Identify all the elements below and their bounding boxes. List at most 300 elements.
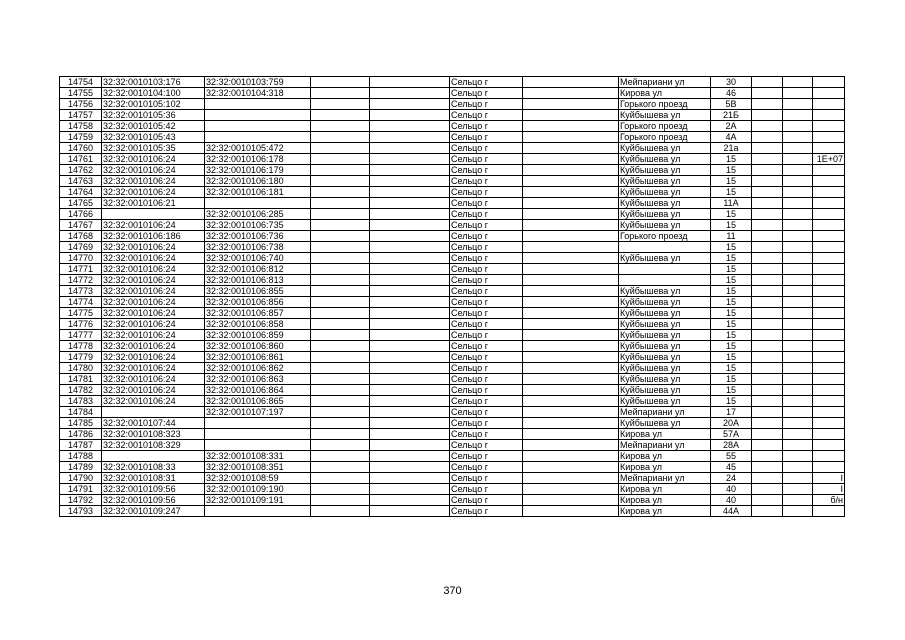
cell-blank-col-7	[523, 319, 619, 330]
cell-blank-col-7	[523, 143, 619, 154]
cell-blank-col-5	[370, 99, 450, 110]
cell-extra-col	[813, 198, 845, 209]
cell-settlement: Сельцо г	[450, 242, 523, 253]
cell-blank-col-4	[311, 319, 370, 330]
cell-object-cadastral-number: 32:32:0010103:759	[205, 77, 311, 88]
cell-object-cadastral-number: 32:32:0010106:858	[205, 319, 311, 330]
cell-blank-col-11	[783, 385, 813, 396]
cell-street: Куйбышева ул	[619, 286, 711, 297]
cell-house-number: 2А	[711, 121, 752, 132]
cell-blank-col-4	[311, 451, 370, 462]
table-row	[60, 264, 845, 275]
cell-house-number: 15	[711, 352, 752, 363]
cell-extra-col	[813, 341, 845, 352]
cell-blank-col-7	[523, 77, 619, 88]
cell-settlement: Сельцо г	[450, 209, 523, 220]
cell-blank-col-11	[783, 297, 813, 308]
cell-blank-col-4	[311, 308, 370, 319]
cell-blank-col-5	[370, 308, 450, 319]
table-row	[60, 209, 845, 220]
cell-settlement: Сельцо г	[450, 374, 523, 385]
cell-blank-col-7	[523, 132, 619, 143]
cell-blank-col-11	[783, 286, 813, 297]
table-row	[60, 297, 845, 308]
cell-blank-col-10	[752, 484, 783, 495]
cell-blank-col-11	[783, 495, 813, 506]
cell-object-cadastral-number: 32:32:0010108:351	[205, 462, 311, 473]
cell-extra-col	[813, 440, 845, 451]
table-row	[60, 418, 845, 429]
cell-blank-col-5	[370, 495, 450, 506]
cell-street: Горького проезд	[619, 121, 711, 132]
cell-blank-col-4	[311, 77, 370, 88]
cell-blank-col-4	[311, 220, 370, 231]
cell-row-number: 14784	[60, 407, 102, 418]
cell-blank-col-7	[523, 88, 619, 99]
registry-table-body	[60, 77, 845, 517]
cell-object-cadastral-number: 32:32:0010108:59	[205, 473, 311, 484]
cell-blank-col-11	[783, 88, 813, 99]
cell-row-number: 14783	[60, 396, 102, 407]
cell-object-cadastral-number: 32:32:0010106:180	[205, 176, 311, 187]
cell-blank-col-10	[752, 352, 783, 363]
cell-street: Куйбышева ул	[619, 253, 711, 264]
cell-cadastral-number: 32:32:0010106:24	[102, 176, 205, 187]
cell-blank-col-4	[311, 209, 370, 220]
cell-cadastral-number: 32:32:0010106:24	[102, 165, 205, 176]
cell-street: Куйбышева ул	[619, 176, 711, 187]
cell-settlement: Сельцо г	[450, 319, 523, 330]
cell-blank-col-11	[783, 308, 813, 319]
page-number: 370	[443, 585, 462, 597]
cell-object-cadastral-number	[205, 198, 311, 209]
cell-house-number: 15	[711, 275, 752, 286]
table-row	[60, 121, 845, 132]
cell-blank-col-7	[523, 220, 619, 231]
cell-blank-col-11	[783, 231, 813, 242]
cell-blank-col-10	[752, 473, 783, 484]
cell-blank-col-5	[370, 132, 450, 143]
cell-blank-col-5	[370, 451, 450, 462]
cell-blank-col-4	[311, 176, 370, 187]
cell-blank-col-10	[752, 176, 783, 187]
cell-cadastral-number: 32:32:0010108:329	[102, 440, 205, 451]
cell-house-number: 5В	[711, 99, 752, 110]
cell-blank-col-7	[523, 495, 619, 506]
cell-blank-col-11	[783, 99, 813, 110]
cell-blank-col-5	[370, 396, 450, 407]
table-row	[60, 77, 845, 88]
cell-extra-col: I	[813, 473, 845, 484]
cell-blank-col-11	[783, 363, 813, 374]
cell-settlement: Сельцо г	[450, 308, 523, 319]
table-row	[60, 407, 845, 418]
cell-settlement: Сельцо г	[450, 484, 523, 495]
table-row	[60, 363, 845, 374]
cell-blank-col-11	[783, 275, 813, 286]
cell-blank-col-10	[752, 77, 783, 88]
table-row	[60, 231, 845, 242]
cell-blank-col-4	[311, 396, 370, 407]
cell-blank-col-11	[783, 77, 813, 88]
cell-row-number: 14770	[60, 253, 102, 264]
table-row	[60, 429, 845, 440]
cell-settlement: Сельцо г	[450, 440, 523, 451]
cell-blank-col-4	[311, 198, 370, 209]
cell-house-number: 15	[711, 209, 752, 220]
cell-settlement: Сельцо г	[450, 297, 523, 308]
cell-house-number: 28А	[711, 440, 752, 451]
cell-settlement: Сельцо г	[450, 396, 523, 407]
table-row	[60, 242, 845, 253]
cell-object-cadastral-number: 32:32:0010104:318	[205, 88, 311, 99]
cell-blank-col-7	[523, 187, 619, 198]
cell-house-number: 15	[711, 297, 752, 308]
cell-row-number: 14779	[60, 352, 102, 363]
cell-blank-col-4	[311, 330, 370, 341]
cell-settlement: Сельцо г	[450, 462, 523, 473]
cell-blank-col-5	[370, 297, 450, 308]
cell-blank-col-5	[370, 484, 450, 495]
cell-row-number: 14765	[60, 198, 102, 209]
cell-blank-col-4	[311, 275, 370, 286]
cell-house-number: 40	[711, 484, 752, 495]
cell-house-number: 20А	[711, 418, 752, 429]
cell-blank-col-10	[752, 242, 783, 253]
cell-blank-col-5	[370, 198, 450, 209]
cell-blank-col-5	[370, 176, 450, 187]
cell-blank-col-5	[370, 275, 450, 286]
cell-house-number: 15	[711, 165, 752, 176]
cell-blank-col-10	[752, 341, 783, 352]
cell-extra-col	[813, 264, 845, 275]
cell-row-number: 14789	[60, 462, 102, 473]
cell-settlement: Сельцо г	[450, 88, 523, 99]
cell-object-cadastral-number	[205, 110, 311, 121]
table-row	[60, 275, 845, 286]
cell-blank-col-4	[311, 297, 370, 308]
cell-object-cadastral-number: 32:32:0010106:736	[205, 231, 311, 242]
cell-blank-col-10	[752, 88, 783, 99]
cell-house-number: 4А	[711, 132, 752, 143]
cell-object-cadastral-number: 32:32:0010106:181	[205, 187, 311, 198]
cell-extra-col	[813, 407, 845, 418]
cell-row-number: 14778	[60, 341, 102, 352]
cell-cadastral-number	[102, 407, 205, 418]
cell-street: Мейпариани ул	[619, 440, 711, 451]
cell-blank-col-5	[370, 429, 450, 440]
table-row	[60, 198, 845, 209]
cell-row-number: 14758	[60, 121, 102, 132]
cell-settlement: Сельцо г	[450, 363, 523, 374]
cell-cadastral-number: 32:32:0010106:24	[102, 154, 205, 165]
cell-blank-col-10	[752, 407, 783, 418]
table-row	[60, 506, 845, 517]
cell-blank-col-10	[752, 143, 783, 154]
cell-blank-col-11	[783, 176, 813, 187]
cell-row-number: 14791	[60, 484, 102, 495]
cell-house-number: 15	[711, 363, 752, 374]
cell-street: Кирова ул	[619, 429, 711, 440]
cell-street: Горького проезд	[619, 132, 711, 143]
cell-blank-col-4	[311, 418, 370, 429]
cell-row-number: 14763	[60, 176, 102, 187]
cell-blank-col-5	[370, 462, 450, 473]
cell-house-number: 40	[711, 495, 752, 506]
cell-street: Куйбышева ул	[619, 319, 711, 330]
cell-house-number: 44А	[711, 506, 752, 517]
cell-extra-col	[813, 297, 845, 308]
cell-blank-col-11	[783, 506, 813, 517]
cell-row-number: 14759	[60, 132, 102, 143]
cell-blank-col-4	[311, 363, 370, 374]
cell-blank-col-11	[783, 374, 813, 385]
cell-row-number: 14788	[60, 451, 102, 462]
cell-cadastral-number	[102, 451, 205, 462]
cell-blank-col-4	[311, 440, 370, 451]
cell-blank-col-7	[523, 484, 619, 495]
cell-blank-col-10	[752, 330, 783, 341]
cell-cadastral-number: 32:32:0010106:21	[102, 198, 205, 209]
cell-blank-col-7	[523, 462, 619, 473]
cell-object-cadastral-number: 32:32:0010106:178	[205, 154, 311, 165]
cell-settlement: Сельцо г	[450, 198, 523, 209]
cell-street: Горького проезд	[619, 99, 711, 110]
cell-row-number: 14781	[60, 374, 102, 385]
table-row	[60, 88, 845, 99]
table-row	[60, 132, 845, 143]
cell-settlement: Сельцо г	[450, 429, 523, 440]
cell-blank-col-5	[370, 121, 450, 132]
cell-house-number: 11А	[711, 198, 752, 209]
cell-object-cadastral-number	[205, 418, 311, 429]
cell-blank-col-5	[370, 473, 450, 484]
cell-house-number: 15	[711, 187, 752, 198]
cell-blank-col-7	[523, 473, 619, 484]
cell-blank-col-4	[311, 242, 370, 253]
cell-object-cadastral-number: 32:32:0010106:864	[205, 385, 311, 396]
cell-street: Кирова ул	[619, 495, 711, 506]
cell-blank-col-10	[752, 286, 783, 297]
cell-extra-col	[813, 330, 845, 341]
cell-blank-col-4	[311, 187, 370, 198]
cell-row-number: 14774	[60, 297, 102, 308]
cell-blank-col-7	[523, 165, 619, 176]
cell-blank-col-4	[311, 253, 370, 264]
table-row	[60, 374, 845, 385]
cell-extra-col	[813, 242, 845, 253]
table-row	[60, 165, 845, 176]
cell-row-number: 14786	[60, 429, 102, 440]
cell-blank-col-11	[783, 440, 813, 451]
cell-blank-col-11	[783, 341, 813, 352]
cell-settlement: Сельцо г	[450, 143, 523, 154]
cell-blank-col-5	[370, 506, 450, 517]
cell-blank-col-11	[783, 165, 813, 176]
cell-blank-col-5	[370, 319, 450, 330]
cell-house-number: 15	[711, 319, 752, 330]
cell-object-cadastral-number: 32:32:0010106:865	[205, 396, 311, 407]
cell-cadastral-number: 32:32:0010106:24	[102, 374, 205, 385]
cell-house-number: 57А	[711, 429, 752, 440]
cell-extra-col	[813, 209, 845, 220]
cell-cadastral-number: 32:32:0010105:42	[102, 121, 205, 132]
cell-blank-col-4	[311, 110, 370, 121]
cell-blank-col-7	[523, 264, 619, 275]
cell-house-number: 15	[711, 242, 752, 253]
cell-blank-col-10	[752, 198, 783, 209]
cell-blank-col-7	[523, 451, 619, 462]
cell-blank-col-10	[752, 99, 783, 110]
cell-blank-col-7	[523, 275, 619, 286]
cell-row-number: 14767	[60, 220, 102, 231]
cell-blank-col-11	[783, 253, 813, 264]
cell-blank-col-10	[752, 495, 783, 506]
cell-object-cadastral-number: 32:32:0010106:859	[205, 330, 311, 341]
cell-row-number: 14780	[60, 363, 102, 374]
cell-street: Куйбышева ул	[619, 110, 711, 121]
table-row	[60, 154, 845, 165]
cell-blank-col-7	[523, 352, 619, 363]
cell-blank-col-4	[311, 121, 370, 132]
cell-extra-col: б/н	[813, 495, 845, 506]
cell-object-cadastral-number: 32:32:0010106:856	[205, 297, 311, 308]
cell-settlement: Сельцо г	[450, 77, 523, 88]
cell-blank-col-5	[370, 242, 450, 253]
cell-extra-col	[813, 308, 845, 319]
cell-blank-col-11	[783, 143, 813, 154]
cell-blank-col-11	[783, 396, 813, 407]
cell-blank-col-10	[752, 385, 783, 396]
cell-extra-col: 1Е+07	[813, 154, 845, 165]
cell-settlement: Сельцо г	[450, 352, 523, 363]
cell-blank-col-7	[523, 330, 619, 341]
cell-cadastral-number: 32:32:0010108:33	[102, 462, 205, 473]
cell-cadastral-number: 32:32:0010106:24	[102, 297, 205, 308]
cell-street: Куйбышева ул	[619, 330, 711, 341]
cell-street	[619, 275, 711, 286]
cell-object-cadastral-number: 32:32:0010106:813	[205, 275, 311, 286]
cell-house-number: 15	[711, 253, 752, 264]
cell-extra-col	[813, 99, 845, 110]
cell-blank-col-5	[370, 264, 450, 275]
cell-row-number: 14764	[60, 187, 102, 198]
cell-street: Куйбышева ул	[619, 209, 711, 220]
cell-cadastral-number: 32:32:0010103:176	[102, 77, 205, 88]
cell-settlement: Сельцо г	[450, 473, 523, 484]
table-row	[60, 308, 845, 319]
cell-blank-col-10	[752, 396, 783, 407]
cell-object-cadastral-number	[205, 121, 311, 132]
cell-blank-col-10	[752, 231, 783, 242]
cell-blank-col-7	[523, 110, 619, 121]
cell-blank-col-10	[752, 429, 783, 440]
cell-settlement: Сельцо г	[450, 110, 523, 121]
cell-blank-col-11	[783, 330, 813, 341]
cell-cadastral-number: 32:32:0010106:24	[102, 319, 205, 330]
cell-extra-col	[813, 275, 845, 286]
cell-object-cadastral-number	[205, 440, 311, 451]
table-row	[60, 495, 845, 506]
cell-object-cadastral-number: 32:32:0010106:862	[205, 363, 311, 374]
cell-house-number: 15	[711, 286, 752, 297]
cell-cadastral-number: 32:32:0010106:24	[102, 341, 205, 352]
cell-house-number: 15	[711, 330, 752, 341]
cell-blank-col-7	[523, 308, 619, 319]
cell-blank-col-4	[311, 99, 370, 110]
cell-extra-col	[813, 462, 845, 473]
cell-cadastral-number: 32:32:0010106:24	[102, 352, 205, 363]
cell-house-number: 15	[711, 396, 752, 407]
cell-blank-col-4	[311, 165, 370, 176]
cell-row-number: 14769	[60, 242, 102, 253]
cell-street: Мейпариани ул	[619, 77, 711, 88]
cell-house-number: 45	[711, 462, 752, 473]
cell-blank-col-10	[752, 132, 783, 143]
cell-street: Куйбышева ул	[619, 154, 711, 165]
cell-blank-col-7	[523, 418, 619, 429]
cell-blank-col-5	[370, 374, 450, 385]
cell-blank-col-10	[752, 264, 783, 275]
cell-blank-col-4	[311, 143, 370, 154]
cell-extra-col	[813, 231, 845, 242]
cell-cadastral-number: 32:32:0010106:24	[102, 308, 205, 319]
table-row	[60, 352, 845, 363]
table-row	[60, 462, 845, 473]
cell-object-cadastral-number	[205, 506, 311, 517]
cell-object-cadastral-number: 32:32:0010106:812	[205, 264, 311, 275]
table-row	[60, 143, 845, 154]
table-row	[60, 440, 845, 451]
cell-street: Горького проезд	[619, 231, 711, 242]
cell-settlement: Сельцо г	[450, 121, 523, 132]
cell-blank-col-11	[783, 484, 813, 495]
cell-extra-col	[813, 385, 845, 396]
cell-blank-col-4	[311, 88, 370, 99]
cell-object-cadastral-number: 32:32:0010106:863	[205, 374, 311, 385]
cell-row-number: 14757	[60, 110, 102, 121]
cell-blank-col-5	[370, 407, 450, 418]
table-row	[60, 286, 845, 297]
cell-settlement: Сельцо г	[450, 495, 523, 506]
cell-street	[619, 264, 711, 275]
cell-row-number: 14793	[60, 506, 102, 517]
registry-table	[59, 76, 845, 517]
cell-object-cadastral-number: 32:32:0010106:860	[205, 341, 311, 352]
cell-row-number: 14790	[60, 473, 102, 484]
cell-object-cadastral-number	[205, 429, 311, 440]
cell-blank-col-5	[370, 220, 450, 231]
cell-blank-col-5	[370, 110, 450, 121]
cell-street: Куйбышева ул	[619, 308, 711, 319]
cell-extra-col	[813, 451, 845, 462]
cell-object-cadastral-number: 32:32:0010106:285	[205, 209, 311, 220]
cell-blank-col-4	[311, 374, 370, 385]
cell-row-number: 14773	[60, 286, 102, 297]
cell-extra-col	[813, 121, 845, 132]
cell-street: Куйбышева ул	[619, 385, 711, 396]
cell-settlement: Сельцо г	[450, 385, 523, 396]
cell-object-cadastral-number: 32:32:0010106:855	[205, 286, 311, 297]
cell-house-number: 15	[711, 264, 752, 275]
cell-house-number: 11	[711, 231, 752, 242]
cell-street	[619, 242, 711, 253]
cell-row-number: 14760	[60, 143, 102, 154]
cell-row-number: 14782	[60, 385, 102, 396]
cell-blank-col-4	[311, 484, 370, 495]
cell-blank-col-7	[523, 297, 619, 308]
cell-object-cadastral-number	[205, 132, 311, 143]
